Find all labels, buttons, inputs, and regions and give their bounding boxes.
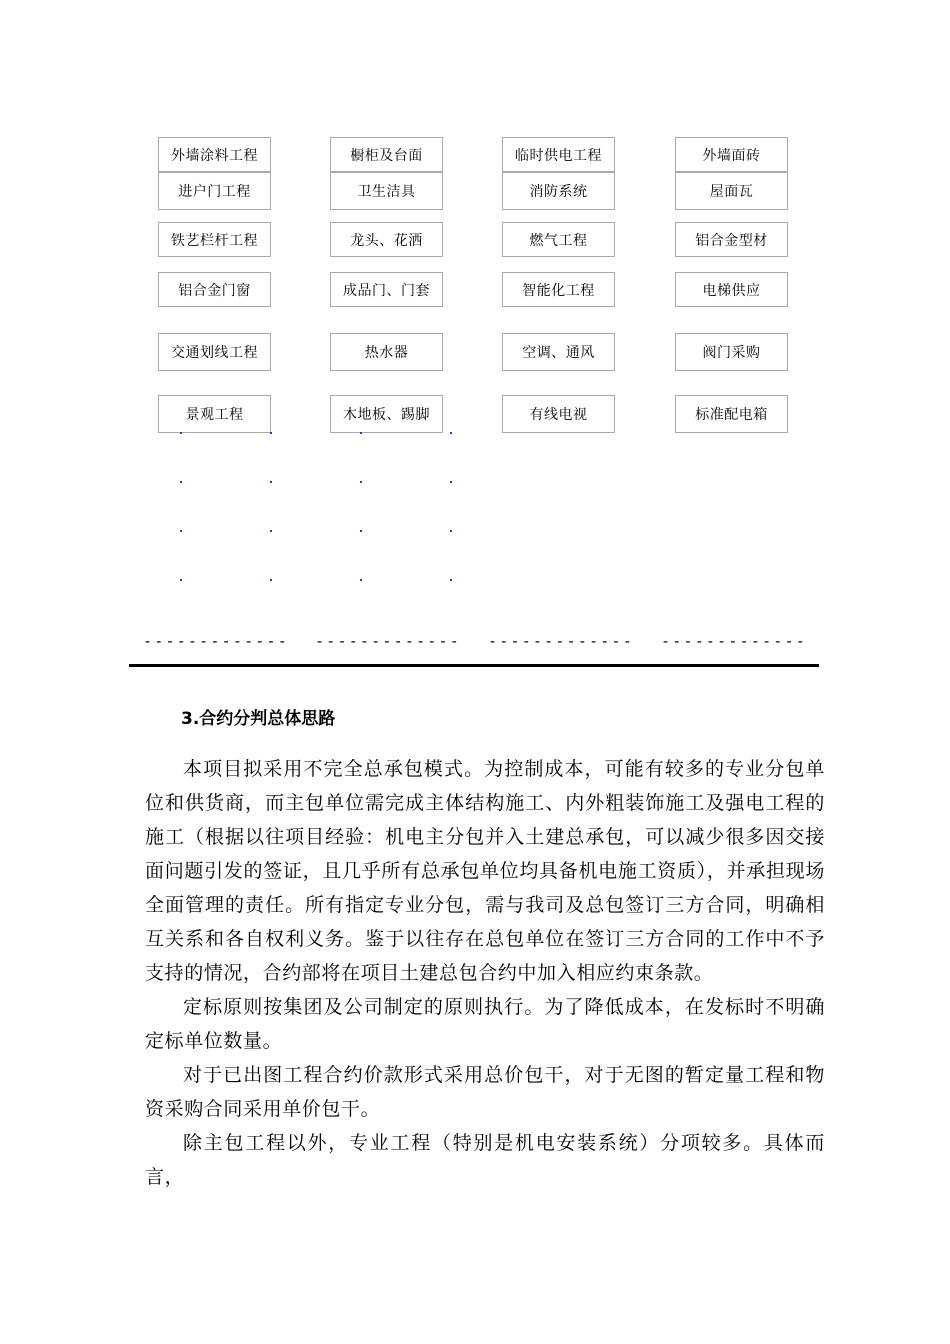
stray-dot xyxy=(450,579,452,581)
work-item-label: 橱柜及台面 xyxy=(350,147,423,164)
work-item-label: 卫生洁具 xyxy=(357,184,416,200)
paragraph: 定标原则按集团及公司制定的原则执行。为了降低成本，在发标时不明确定标单位数量。 xyxy=(145,996,825,1052)
stray-dot xyxy=(270,481,272,483)
work-item-box xyxy=(675,137,788,172)
paragraph: 除主包工程以外，专业工程（特别是机电安装系统）分项较多。具体而言， xyxy=(145,1132,825,1188)
stray-dot xyxy=(360,579,362,581)
dash-separator: ------------- xyxy=(315,632,461,650)
work-item-box xyxy=(158,395,271,433)
work-item-box xyxy=(502,172,615,210)
work-item-label: 空调、通风 xyxy=(522,345,595,361)
stray-dot xyxy=(180,579,182,581)
work-item-label: 铝合金门窗 xyxy=(178,282,251,299)
stray-dot xyxy=(180,432,182,434)
work-item-label: 有线电视 xyxy=(529,407,588,423)
stray-dot xyxy=(180,481,182,483)
stray-dot xyxy=(360,481,362,483)
stray-dot xyxy=(360,432,362,434)
section-heading: 3.合约分判总体思路 xyxy=(181,709,336,729)
dash-separator: ------------- xyxy=(143,632,289,650)
paragraph: 对于已出图工程合约价款形式采用总价包干，对于无图的暂定量工程和物资采购合同采用单价包干。 xyxy=(145,1064,825,1120)
stray-dot xyxy=(180,530,182,532)
dash-separator: ------------- xyxy=(661,632,807,650)
stray-dot xyxy=(270,530,272,532)
work-item-box xyxy=(502,333,615,371)
work-item-box xyxy=(158,272,271,307)
work-item-label: 标准配电箱 xyxy=(695,407,768,423)
work-item-box xyxy=(330,272,443,307)
stray-dot xyxy=(270,432,272,434)
section-body xyxy=(145,752,825,1194)
horizontal-rule xyxy=(129,664,819,667)
work-item-box xyxy=(502,137,615,172)
work-item-label: 阀门采购 xyxy=(702,345,761,361)
stray-dot xyxy=(270,579,272,581)
work-item-box xyxy=(675,272,788,307)
work-item-box xyxy=(330,172,443,210)
work-item-label: 铁艺栏杆工程 xyxy=(171,232,258,249)
stray-dot xyxy=(450,481,452,483)
work-item-box xyxy=(675,333,788,371)
work-item-label: 木地板、踢脚 xyxy=(343,407,430,423)
work-item-label: 成品门、门套 xyxy=(343,282,430,299)
work-item-label: 龙头、花洒 xyxy=(350,232,423,249)
work-item-label: 燃气工程 xyxy=(529,232,588,249)
work-item-label: 外墙面砖 xyxy=(702,147,761,164)
work-item-box xyxy=(158,137,271,172)
work-item-label: 电梯供应 xyxy=(702,282,761,299)
work-item-label: 进户门工程 xyxy=(178,184,251,200)
work-item-box xyxy=(330,395,443,433)
work-item-label: 铝合金型材 xyxy=(695,232,768,249)
stray-dot xyxy=(450,432,452,434)
work-item-box xyxy=(330,137,443,172)
work-item-box xyxy=(502,272,615,307)
work-item-label: 消防系统 xyxy=(529,184,588,200)
dash-separator: ------------- xyxy=(488,632,634,650)
stray-dot xyxy=(450,530,452,532)
work-item-box xyxy=(330,333,443,371)
paragraph: 本项目拟采用不完全总承包模式。为控制成本，可能有较多的专业分包单位和供货商，而主包单位需完成主体结构施工、内外粗装饰施工及强电工程的施工（根据以往项目经验：机电主分包并入土建总承包，可以减少很多因交接面问题引发的签证，且几乎所有总承包单位均具备机电施工资质），并承担现场全面管理的责任。所有指定专业分包，需与我司及总包签订三方合同，明确相互关系和各自权利义务。鉴于以往存在总包单位在签订三方合同的工作中不予支持的情况，合约部将在项目土建总包合约中加入相应约束条款。 xyxy=(145,758,825,984)
work-item-label: 外墙涂料工程 xyxy=(171,147,258,164)
work-item-box xyxy=(502,395,615,433)
work-item-box xyxy=(158,172,271,210)
work-item-box xyxy=(675,222,788,257)
work-item-label: 交通划线工程 xyxy=(171,345,258,361)
work-item-label: 景观工程 xyxy=(185,407,244,423)
stray-dot xyxy=(360,530,362,532)
work-item-label: 屋面瓦 xyxy=(709,184,754,200)
work-item-label: 智能化工程 xyxy=(522,282,595,299)
work-item-box xyxy=(675,395,788,433)
work-item-box xyxy=(330,222,443,257)
work-item-box xyxy=(158,333,271,371)
work-item-label: 热水器 xyxy=(364,345,409,361)
work-item-box xyxy=(675,172,788,210)
work-item-box xyxy=(502,222,615,257)
work-item-label: 临时供电工程 xyxy=(515,147,602,164)
work-item-box xyxy=(158,222,271,257)
